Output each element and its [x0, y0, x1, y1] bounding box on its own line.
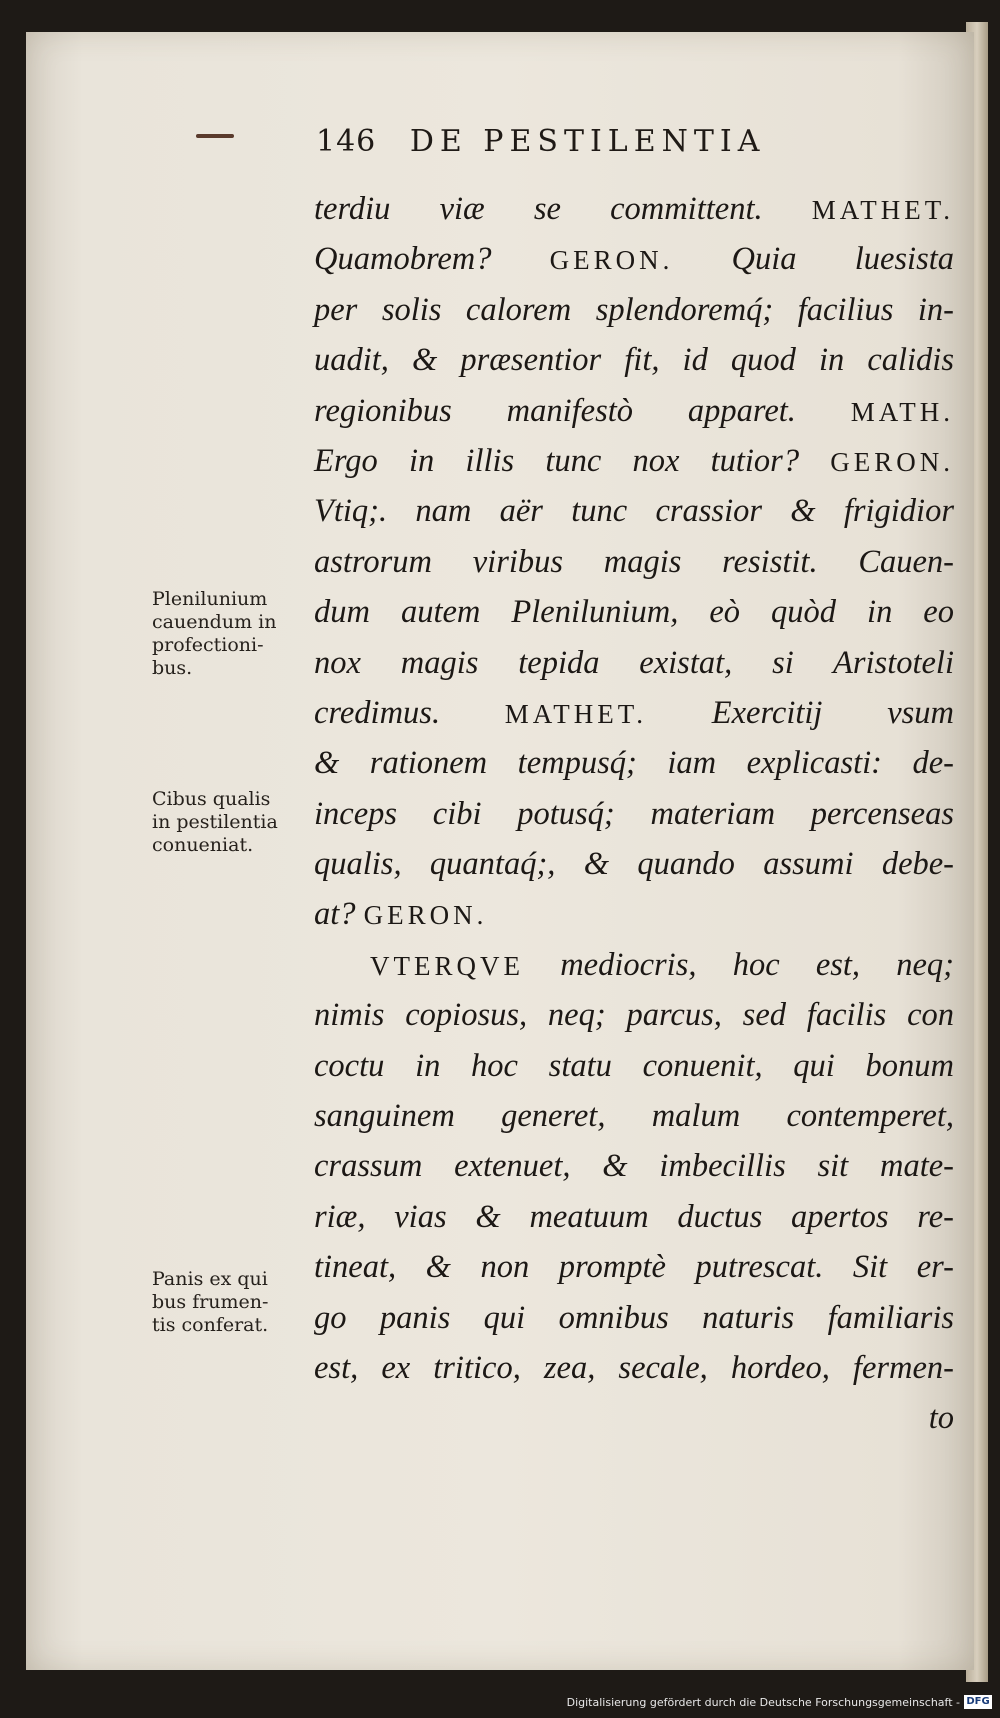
text-line [314, 335, 954, 385]
text-run: riæ, vias & meatuum ductus apertos re- [314, 1198, 954, 1235]
text-line [314, 738, 954, 788]
text-run: dum autem Plenilunium, eò quòd in eo [314, 594, 954, 631]
text-line [314, 1091, 954, 1141]
text-run: est, ex tritico, zea, secale, hordeo, fermen- [314, 1349, 954, 1386]
text-run: qualis, quantaq́;, & quando assumi debe- [314, 846, 954, 883]
text-run: nimis copiosus, neq; parcus, sed facilis con [314, 997, 954, 1034]
text-line [314, 1293, 954, 1343]
text-run: terdiu viæ se committent. [314, 191, 812, 227]
speaker-name: GERON. [549, 245, 674, 276]
margin-note-line: profectioni- [152, 634, 264, 656]
page-number: 146 [316, 124, 377, 159]
margin-note-line: conueniat. [152, 834, 254, 856]
margin-note-line: bus. [152, 657, 193, 679]
dfg-logo: DFG [964, 1695, 992, 1709]
text-run: Exercitij vsum [647, 694, 954, 731]
text-run: uadit, & præsentior fit, id quod in calidis [314, 342, 954, 379]
running-header [316, 124, 765, 159]
text-line [314, 386, 954, 436]
margin-note-line: bus frumen- [152, 1291, 269, 1313]
text-line [314, 789, 954, 839]
text-line [314, 1242, 954, 1292]
speaker-name: MATHET. [504, 698, 648, 729]
text-line [314, 990, 954, 1040]
main-text-block [314, 184, 954, 1444]
text-run: go panis qui omnibus naturis familiaris [314, 1299, 954, 1336]
text-line [314, 1393, 954, 1443]
footer-bar [0, 1690, 1000, 1718]
margin-note-plenilunium [152, 588, 312, 680]
text-line [314, 486, 954, 536]
text-run: Quamobrem? [314, 241, 550, 278]
margin-note-line: tis conferat. [152, 1314, 269, 1336]
text-run: credimus. [314, 694, 505, 731]
text-run: coctu in hoc statu conuenit, qui bonum [314, 1047, 954, 1084]
speaker-name: MATHET. [811, 195, 954, 225]
text-run: & rationem tempusq́; iam explicasti: de- [314, 745, 954, 782]
text-line [314, 1141, 954, 1191]
margin-note-line: in pestilentia [152, 811, 278, 833]
text-run: Quia luesista [673, 241, 955, 278]
text-line [314, 285, 954, 335]
funding-credit: Digitalisierung gefördert durch die Deutsche Forschungsgemeinschaft - [566, 1696, 960, 1709]
text-run: Ergo in illis tunc nox tutior? [314, 442, 831, 479]
text-line [314, 1343, 954, 1393]
text-run: inceps cibi potusq́; materiam percenseas [314, 795, 954, 832]
text-line [314, 688, 954, 738]
text-run: Vtiq;. nam aër tunc crassior & frigidior [314, 493, 954, 530]
margin-note-cibus [152, 788, 312, 857]
margin-note-line: cauendum in [152, 611, 277, 633]
text-line [314, 537, 954, 587]
text-line [314, 587, 954, 637]
text-line [314, 839, 954, 889]
speaker-name: GERON. [363, 900, 488, 931]
speaker-name: MATH. [850, 396, 954, 427]
text-run: tineat, & non promptè putrescat. Sit er- [314, 1249, 954, 1286]
margin-note-line: Panis ex qui [152, 1268, 268, 1290]
running-title: DE PESTILENTIA [409, 124, 766, 159]
margin-note-panis [152, 1268, 312, 1337]
text-line [314, 940, 954, 990]
text-line [314, 889, 954, 939]
text-run: crassum extenuet, & imbecillis sit mate- [314, 1148, 954, 1185]
text-line [314, 638, 954, 688]
speaker-name: VTERQVE [370, 950, 524, 981]
text-run: mediocris, hoc est, neq; [523, 946, 954, 983]
margin-note-line: Plenilunium [152, 588, 268, 610]
text-line [314, 1192, 954, 1242]
text-run: at? [314, 896, 364, 933]
text-run: astrorum viribus magis resistit. Cauen- [314, 543, 954, 580]
text-line [314, 184, 954, 234]
text-line [314, 1041, 954, 1091]
text-run: regionibus manifestò apparet. [314, 392, 851, 429]
margin-note-line: Cibus qualis [152, 788, 271, 810]
text-line [314, 436, 954, 486]
text-run: to [928, 1400, 954, 1437]
text-run: sanguinem generet, malum contemperet, [314, 1098, 954, 1135]
text-line [314, 234, 954, 284]
speaker-name: GERON. [830, 446, 954, 477]
ink-mark [196, 134, 234, 138]
text-run: per solis calorem splendoremq́; facilius in- [314, 291, 954, 328]
text-run: nox magis tepida existat, si Aristoteli [314, 644, 954, 681]
